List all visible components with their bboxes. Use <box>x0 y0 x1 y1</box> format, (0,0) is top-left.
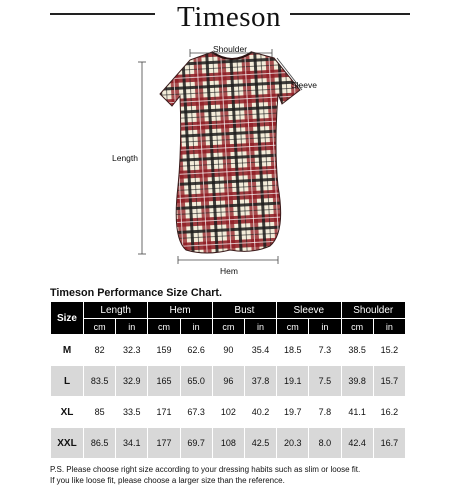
size-cell: XXL <box>51 428 84 459</box>
brand-rule-right <box>290 13 410 15</box>
unit-header: cm <box>148 319 180 335</box>
table-cell: 62.6 <box>180 335 212 366</box>
unit-header: in <box>309 319 341 335</box>
size-cell: L <box>51 366 84 397</box>
table-cell: 7.8 <box>309 397 341 428</box>
table-cell: 20.3 <box>277 428 309 459</box>
table-row <box>51 397 406 428</box>
unit-header: in <box>116 319 148 335</box>
dress-shape <box>160 52 300 253</box>
group-header-hem: Hem <box>148 302 212 319</box>
table-cell: 86.5 <box>84 428 116 459</box>
table-row <box>51 366 406 397</box>
shoulder-label: Shoulder <box>213 44 248 54</box>
table-cell: 19.7 <box>277 397 309 428</box>
table-cell: 32.3 <box>116 335 148 366</box>
table-cell: 65.0 <box>180 366 212 397</box>
group-header-bust: Bust <box>212 302 276 319</box>
group-header-shoulder: Shoulder <box>341 302 406 319</box>
length-label: Length <box>112 153 138 163</box>
table-cell: 19.1 <box>277 366 309 397</box>
table-cell: 83.5 <box>84 366 116 397</box>
brand-header <box>0 0 458 34</box>
table-cell: 7.3 <box>309 335 341 366</box>
table-cell: 32.9 <box>116 366 148 397</box>
table-cell: 15.7 <box>373 366 405 397</box>
table-cell: 39.8 <box>341 366 373 397</box>
table-cell: 15.2 <box>373 335 405 366</box>
group-header-length: Length <box>84 302 148 319</box>
table-cell: 16.7 <box>373 428 405 459</box>
footnote-line-2: If you like loose fit, please choose a larger size than the reference. <box>50 476 285 485</box>
table-cell: 38.5 <box>341 335 373 366</box>
table-cell: 171 <box>148 397 180 428</box>
table-cell: 42.4 <box>341 428 373 459</box>
size-chart-title: Timeson Performance Size Chart. <box>50 287 223 299</box>
table-cell: 41.1 <box>341 397 373 428</box>
hem-label: Hem <box>220 266 238 276</box>
unit-header: cm <box>212 319 244 335</box>
table-cell: 7.5 <box>309 366 341 397</box>
measurement-diagram <box>0 36 458 280</box>
group-header-sleeve: Sleeve <box>277 302 341 319</box>
table-cell: 8.0 <box>309 428 341 459</box>
table-cell: 90 <box>212 335 244 366</box>
footnote-line-1: P.S. Please choose right size according to your dressing habits such as slim or loose fit. <box>50 465 361 474</box>
unit-header: in <box>373 319 405 335</box>
table-cell: 42.5 <box>244 428 276 459</box>
size-chart-table <box>50 301 406 459</box>
sleeve-label: Sleeve <box>291 80 317 90</box>
brand-name: Timeson <box>177 1 281 33</box>
table-cell: 35.4 <box>244 335 276 366</box>
table-row <box>51 335 406 366</box>
table-cell: 108 <box>212 428 244 459</box>
table-cell: 37.8 <box>244 366 276 397</box>
unit-header: in <box>244 319 276 335</box>
table-cell: 82 <box>84 335 116 366</box>
unit-header: cm <box>341 319 373 335</box>
table-cell: 67.3 <box>180 397 212 428</box>
table-cell: 102 <box>212 397 244 428</box>
table-cell: 165 <box>148 366 180 397</box>
unit-header: cm <box>84 319 116 335</box>
table-cell: 40.2 <box>244 397 276 428</box>
size-cell: M <box>51 335 84 366</box>
size-column-header: Size <box>51 302 84 335</box>
table-cell: 96 <box>212 366 244 397</box>
table-cell: 177 <box>148 428 180 459</box>
unit-header: cm <box>277 319 309 335</box>
unit-header: in <box>180 319 212 335</box>
table-cell: 16.2 <box>373 397 405 428</box>
table-cell: 159 <box>148 335 180 366</box>
table-cell: 18.5 <box>277 335 309 366</box>
table-cell: 33.5 <box>116 397 148 428</box>
table-row <box>51 428 406 459</box>
group-header-row <box>51 302 406 319</box>
unit-header-row <box>51 319 406 335</box>
dress-illustration <box>0 36 458 280</box>
table-cell: 34.1 <box>116 428 148 459</box>
table-cell: 69.7 <box>180 428 212 459</box>
size-cell: XL <box>51 397 84 428</box>
table-cell: 85 <box>84 397 116 428</box>
